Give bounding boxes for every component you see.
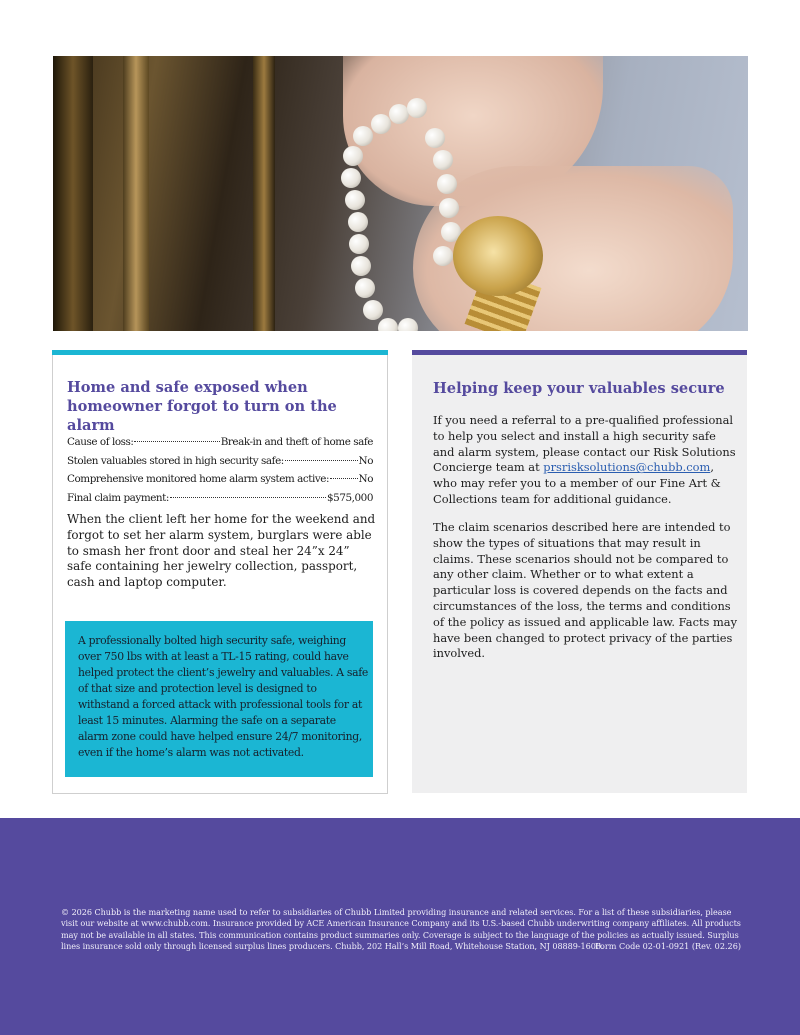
disclaimer-paragraph: The claim scenarios described here are intended to show the types of situations that may result in claims. These scenarios should not be compared to any other claim. Whether or to what extent a particular loss is covered depends on the facts and circumstances of the loss, the terms and conditions of the policy as issued and applicable law. Facts may have been changed to protect privacy of the parties involved. bbox=[433, 520, 738, 661]
pearl bbox=[341, 168, 361, 188]
pearl bbox=[353, 126, 373, 146]
dot-leader bbox=[170, 497, 326, 498]
pearl bbox=[348, 212, 368, 232]
dot-leader bbox=[134, 441, 219, 442]
referral-text-end: , who may refer you to a member of our Fine Art & Collections team for additional guidance. bbox=[433, 460, 721, 506]
safe-hinge bbox=[53, 56, 93, 331]
pearl bbox=[389, 104, 409, 124]
fact-value: No bbox=[358, 454, 373, 467]
footer bbox=[0, 818, 800, 1035]
fact-row bbox=[67, 489, 373, 508]
pearl bbox=[363, 300, 383, 320]
hero-photo bbox=[53, 56, 748, 331]
dot-leader bbox=[285, 460, 358, 461]
safe-bolt bbox=[123, 56, 149, 331]
teal-accent-bar bbox=[52, 350, 388, 355]
pearl bbox=[351, 256, 371, 276]
pearl bbox=[407, 98, 427, 118]
referral-paragraph bbox=[433, 413, 738, 508]
pearl bbox=[355, 278, 375, 298]
form-code: Form Code 02-01-0921 (Rev. 02.26) bbox=[594, 941, 741, 951]
pearl bbox=[349, 234, 369, 254]
pearl bbox=[437, 174, 457, 194]
gold-watch bbox=[453, 216, 543, 296]
fact-value: Break-in and theft of home safe bbox=[220, 436, 373, 448]
scenario-title: Home and safe exposed when homeowner forgot to turn on the alarm bbox=[67, 379, 337, 434]
pearl bbox=[433, 150, 453, 170]
fact-row bbox=[67, 470, 373, 489]
fact-value: No bbox=[358, 473, 373, 486]
pearl bbox=[433, 246, 453, 266]
dot-leader bbox=[330, 478, 357, 479]
recommendation-callout bbox=[65, 621, 373, 777]
fact-row bbox=[67, 452, 373, 471]
claim-facts bbox=[67, 433, 373, 507]
fact-label: Cause of loss: bbox=[67, 436, 134, 448]
fact-label: Comprehensive monitored home alarm system active: bbox=[67, 473, 330, 486]
purple-accent-bar bbox=[412, 350, 747, 355]
safe-bolt bbox=[253, 56, 275, 331]
fact-row bbox=[67, 433, 373, 452]
fact-value: $575,000 bbox=[327, 491, 373, 504]
email-link[interactable]: prsrisksolutions@chubb.com bbox=[543, 460, 711, 475]
claim-scenario-card bbox=[52, 350, 388, 794]
pearl bbox=[378, 318, 398, 331]
legal-notice: © 2026 Chubb is the marketing name used to refer to subsidiaries of Chubb Limited providing insurance and related services. For a list of these subsidiaries, please visit our website at www.chubb.com. Insurance provided by ACE American Insurance Company and its U.S.-based Chubb underwriting company affiliates. All products may not be available in all states. This communication contains product summaries only. Coverage is subject to the language of the policies as actually issued. Surplus lines insurance sold only through licensed surplus lines producers. Chubb, 202 Hall’s Mill Road, Whitehouse Station, NJ 08889-1600. bbox=[61, 907, 741, 952]
pearl bbox=[398, 318, 418, 331]
section-title: Helping keep your valuables secure bbox=[433, 380, 725, 397]
pearl bbox=[371, 114, 391, 134]
valuables-secure-card bbox=[412, 350, 747, 793]
pearl bbox=[439, 198, 459, 218]
pearl bbox=[425, 128, 445, 148]
fact-label: Final claim payment: bbox=[67, 491, 169, 504]
pearl bbox=[343, 146, 363, 166]
callout-text: A professionally bolted high security safe, weighing over 750 lbs with at least a TL-15 rating, could have helped protect the client’s jewelry and valuables. A safe of that size and protection level is designed to withstand a forced attack with professional tools for at least 15 minutes. Alarming the safe on a separate alarm zone could have helped ensure 24/7 monitoring, even if the home’s alarm was not activated. bbox=[78, 634, 368, 759]
fact-label: Stolen valuables stored in high security safe: bbox=[67, 454, 284, 467]
referral-text-start: If you need a referral to a pre-qualified professional to help you select and install a high security safe and alarm system, please contact our Risk Solutions Concierge team at bbox=[433, 413, 736, 475]
pearl bbox=[345, 190, 365, 210]
scenario-description: When the client left her home for the weekend and forgot to set her alarm system, burglars were able to smash her front door and steal her 24”x 24” safe containing her jewelry collection, passport, cash and laptop computer. bbox=[67, 512, 376, 590]
